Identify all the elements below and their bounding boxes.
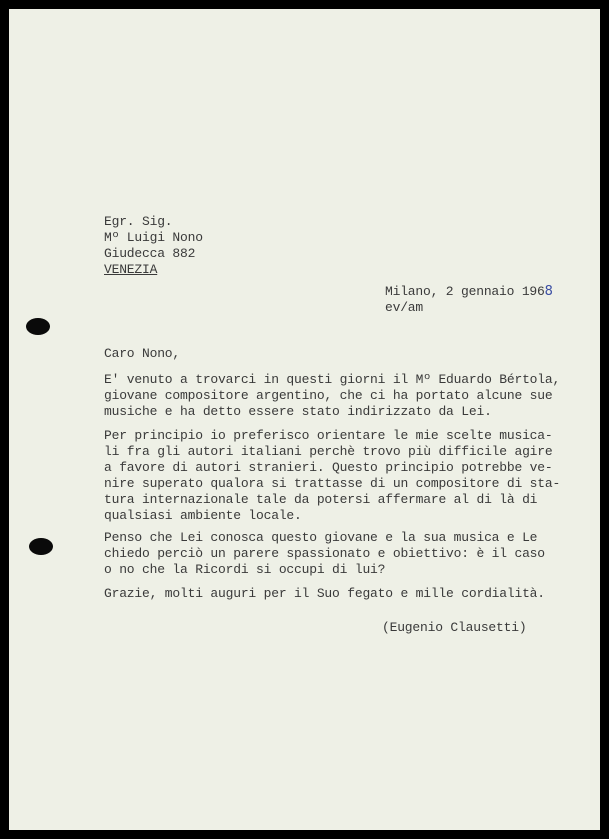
paragraph-1-line: giovane compositore argentino, che ci ha portato alcune sue xyxy=(104,388,553,403)
paragraph-2-line: qualsiasi ambiente locale. xyxy=(104,508,302,523)
address-street: Giudecca 882 xyxy=(104,246,196,261)
paragraph-2-line: Per principio io preferisco orientare le mie scelte musica- xyxy=(104,428,553,443)
punch-hole-bottom xyxy=(29,538,53,555)
handwritten-year-digit: 8 xyxy=(544,284,553,299)
punch-hole-top xyxy=(26,318,50,335)
address-salutation: Egr. Sig. xyxy=(104,214,173,229)
paragraph-4-line: Grazie, molti auguri per il Suo fegato e mille cordialità. xyxy=(104,586,545,601)
reference-initials: ev/am xyxy=(385,300,424,315)
paragraph-3-line: o no che la Ricordi si occupi di lui? xyxy=(104,562,386,577)
paragraph-2-line: a favore di autori stranieri. Questo principio potrebbe ve- xyxy=(104,460,553,475)
dateline xyxy=(385,284,553,300)
paragraph-2-line: nire superato qualora si trattasse di un compositore di sta- xyxy=(104,476,561,491)
paragraph-3-line: chiedo perciò un parere spassionato e obiettivo: è il caso xyxy=(104,546,545,561)
address-city: VENEZIA xyxy=(104,262,158,277)
greeting: Caro Nono, xyxy=(104,346,181,361)
paragraph-2-line: tura internazionale tale da potersi affermare al di là di xyxy=(104,492,538,507)
address-name: Mº Luigi Nono xyxy=(104,230,203,245)
signature: (Eugenio Clausetti) xyxy=(382,620,527,635)
place-date: Milano, 2 gennaio 196 xyxy=(385,284,545,299)
paragraph-3-line: Penso che Lei conosca questo giovane e la sua musica e Le xyxy=(104,530,538,545)
paragraph-2-line: li fra gli autori italiani perchè trovo più difficile agire xyxy=(104,444,553,459)
paragraph-1-line: E' venuto a trovarci in questi giorni il Mº Eduardo Bértola, xyxy=(104,372,561,387)
paragraph-1-line: musiche e ha detto essere stato indirizzato da Lei. xyxy=(104,404,492,419)
